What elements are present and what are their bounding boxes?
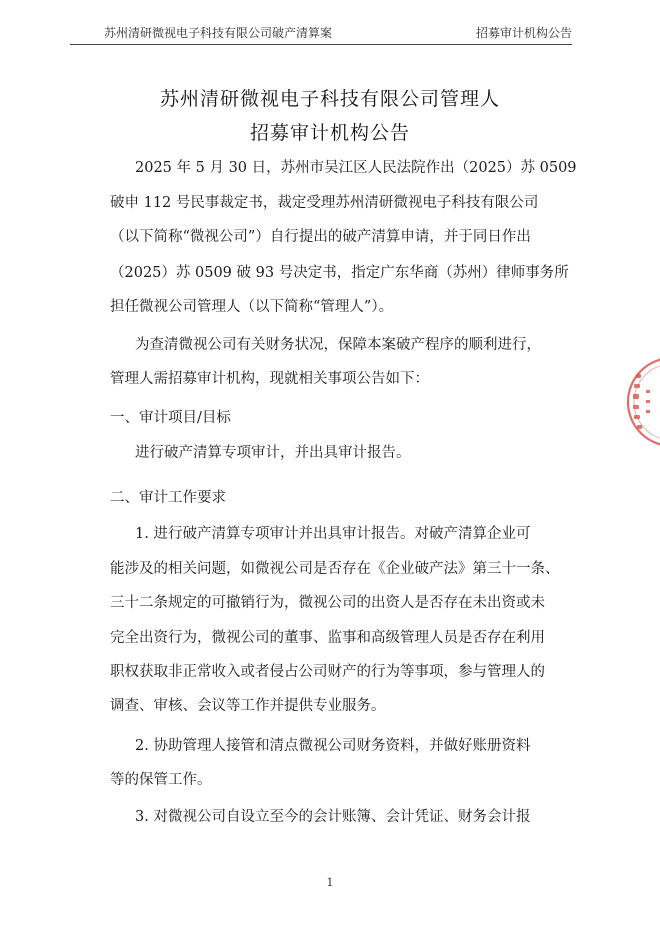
section1-heading: 一、审计项目/目标 — [110, 410, 231, 426]
intro-line-4: （2025）苏 0509 破 93 号决定书，指定广东华商（苏州）律师事务所 — [110, 265, 569, 281]
intro-line-3: （以下简称“微视公司”）自行提出的破产清算申请，并于同日作出 — [110, 229, 531, 245]
seal-stamp — [620, 352, 660, 452]
item3-line-1: 3. 对微视公司自设立至今的会计账簿、会计凭证、财务会计报 — [135, 809, 531, 825]
intro-line-5: 担任微视公司管理人（以下简称“管理人”）。 — [110, 299, 394, 315]
item2-line-1: 2. 协助管理人接管和清点微视公司财务资料，并做好账册资料 — [135, 738, 531, 754]
item1-line-3: 三十二条规定的可撤销行为，微视公司的出资人是否存在未出资或未 — [110, 595, 545, 611]
section1-text: 进行破产清算专项审计，并出具审计报告。 — [135, 445, 411, 461]
document-title-line2: 招募审计机构公告 — [249, 122, 410, 144]
page-header — [70, 20, 572, 45]
purpose-line-1: 为查清微视公司有关财务状况，保障本案破产程序的顺利进行， — [135, 337, 541, 353]
page-number: 1 — [326, 876, 334, 889]
item1-line-6: 调查、审核、会议等工作并提供专业服务。 — [110, 698, 386, 714]
item1-line-1: 1. 进行破产清算专项审计并出具审计报告。对破产清算企业可 — [135, 526, 531, 542]
header-case-name: 苏州清研微视电子科技有限公司破产清算案 — [104, 26, 333, 40]
item1-line-4: 完全出资行为，微视公司的董事、监事和高级管理人员是否存在利用 — [110, 630, 545, 646]
intro-line-2: 破申 112 号民事裁定书，裁定受理苏州清研微视电子科技有限公司 — [110, 195, 539, 211]
item1-line-2: 能涉及的相关问题，如微视公司是否存在《企业破产法》第三十一条、 — [110, 561, 560, 577]
intro-line-1: 2025 年 5 月 30 日，苏州市吴江区人民法院作出（2025）苏 0509 — [135, 160, 577, 176]
purpose-line-2: 管理人需招募审计机构，现就相关事项公告如下： — [110, 371, 429, 387]
section2-heading: 二、审计工作要求 — [110, 490, 226, 506]
header-doc-type: 招募审计机构公告 — [475, 26, 572, 40]
document-title-line1: 苏州清研微视电子科技有限公司管理人 — [159, 88, 500, 110]
item1-line-5: 职权获取非正常收入或者侵占公司财产的行为等事项，参与管理人的 — [110, 664, 545, 680]
item2-line-2: 等的保管工作。 — [110, 772, 212, 788]
